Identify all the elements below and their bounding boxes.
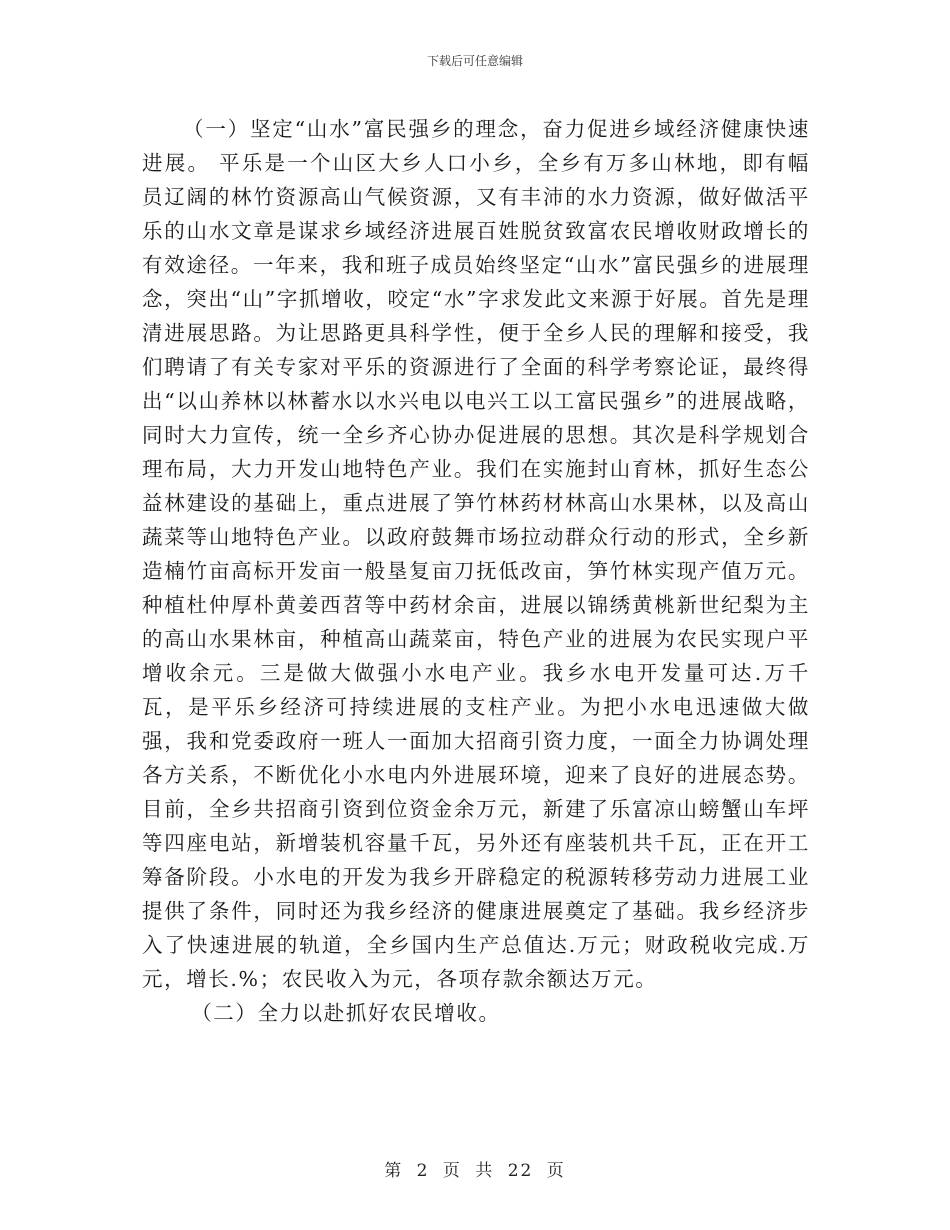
page-footer	[0, 1156, 950, 1181]
page-footer-total-word: 共	[475, 1161, 495, 1181]
page-footer-prefix: 第	[384, 1161, 404, 1181]
paragraph-farmer-income: （二）全力以赴抓好农民增收。	[191, 1001, 501, 1025]
document-body	[142, 112, 810, 1030]
page-footer-page-word: 页	[442, 1161, 462, 1181]
paragraph-economic-development: （一）坚定“山水”富民强乡的理念，奋力促进乡域经济健康快速进展。 平乐是一个山区大乡人口小乡，全乡有万多山林地，即有幅员辽阔的林竹资源高山气候资源，又有丰沛的水力资源，做好做活平乐的山水文章是谋求乡域经济进展百姓脱贫致富农民增收财政增长的有效途径。一年来，我和班子成员始终坚定“山水”富民强乡的进展理念，突出“山”字抓增收，咬定“水”字求发此文来源于好展。首先是理清进展思路。为让思路更具科学性，便于全乡人民的理解和接受，我们聘请了有关专家对平乐的资源进行了全面的科学考察论证，最终得出“以山养林以林蓄水以水兴电以电兴工以工富民强乡”的进展战略，同时大力宣传，统一全乡齐心协办促进展的思想。其次是科学规划合理布局，大力开发山地特色产业。我们在实施封山育林，抓好生态公益林建设的基础上，重点进展了笋竹林药材林高山水果林，以及高山蔬菜等山地特色产业。以政府鼓舞市场拉动群众行动的形式，全乡新造楠竹亩高标开发亩一般垦复亩刀抚低改亩，笋竹林实现产值万元。种植杜仲厚朴黄姜西苕等中药材余亩，进展以锦绣黄桃新世纪梨为主的高山水果林亩，种植高山蔬菜亩，特色产业的进展为农民实现户平增收余元。三是做大做强小水电产业。我乡水电开发量可达.万千瓦，是平乐乡经济可持续进展的支柱产业。为把小水电迅速做大做强，我和党委政府一班人一面加大招商引资力度，一面全力协调处理各方关系，不断优化小水电内外进展环境，迎来了良好的进展态势。目前，全乡共招商引资到位资金余万元，新建了乐富凉山螃蟹山车坪等四座电站，新增装机容量千瓦，另外还有座装机共千瓦，正在开工筹备阶段。小水电的开发为我乡开辟稳定的税源转移劳动力进展工业提供了条件，同时还为我乡经济的健康进展奠定了基础。我乡经济步入了快速进展的轨道，全乡国内生产总值达.万元；财政税收完成.万元，增长.%；农民收入为元，各项存款余额达万元。	[142, 117, 810, 991]
total-page-count: 22	[507, 1161, 534, 1181]
page-footer-suffix: 页	[546, 1161, 566, 1181]
page-header: 下载后可任意编辑	[426, 54, 523, 68]
current-page-number: 2	[416, 1161, 430, 1181]
